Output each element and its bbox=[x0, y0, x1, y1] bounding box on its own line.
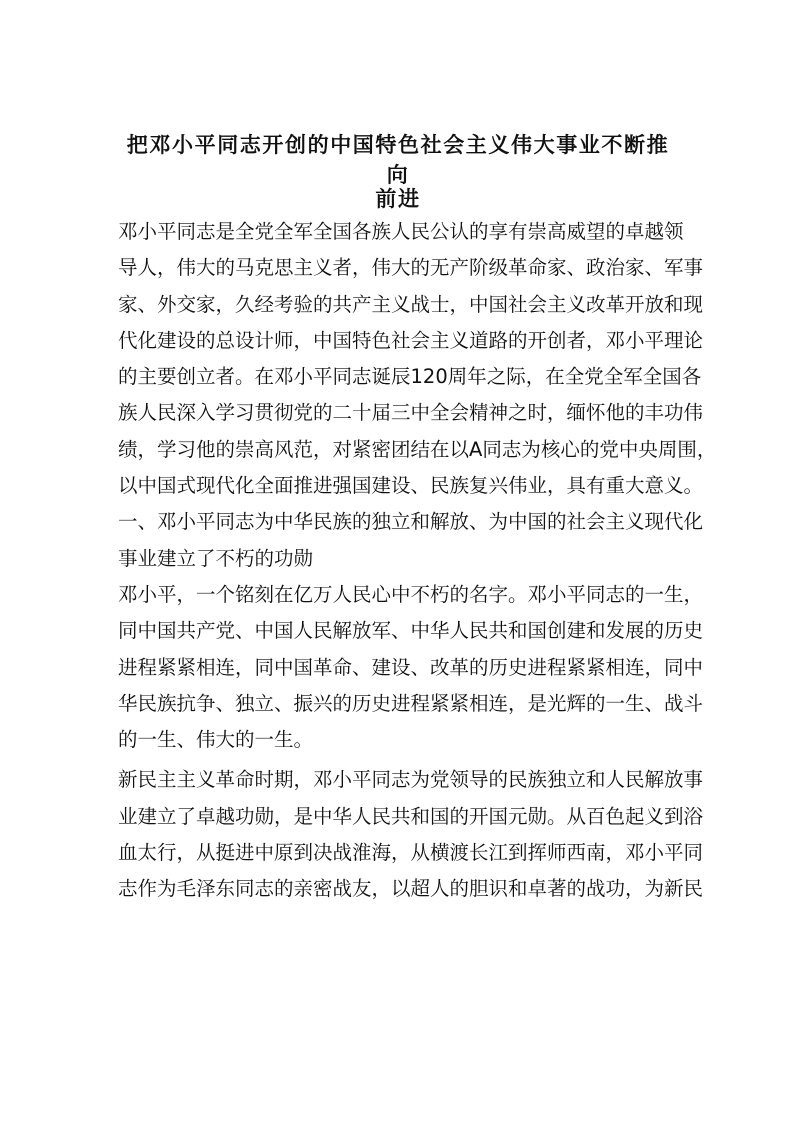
paragraph-line: 同中国共产党、中国人民解放军、中华人民共和国创建和发展的历史 bbox=[118, 619, 704, 643]
document-title-line-2: 前进 bbox=[375, 187, 421, 211]
paragraph-line: 绩，学习他的崇高风范，对紧密团结在以A同志为核心的党中央周围， bbox=[118, 437, 717, 461]
paragraph-line: 邓小平，一个铭刻在亿万人民心中不朽的名字。邓小平同志的一生， bbox=[118, 582, 704, 606]
paragraph-line: 一、邓小平同志为中华民族的独立和解放、为中国的社会主义现代化 bbox=[118, 510, 704, 534]
paragraph-line: 的主要创立者。在邓小平同志诞辰120周年之际，在全党全军全国各 bbox=[118, 365, 702, 389]
paragraph-line: 邓小平同志是全党全军全国各族人民公认的享有崇高威望的卓越领 bbox=[118, 220, 684, 243]
document-title-line-1: 把邓小平同志开创的中国特色社会主义伟大事业不断推向 bbox=[126, 133, 670, 187]
document-body bbox=[118, 218, 717, 912]
paragraph-line: 事业建立了不朽的功勋 bbox=[118, 546, 314, 570]
paragraph-line: 新民主主义革命时期，邓小平同志为党领导的民族独立和人民解放事 bbox=[118, 768, 704, 792]
paragraph-line: 家、外交家，久经考验的共产主义战士，中国社会主义改革开放和现 bbox=[118, 292, 704, 316]
paragraph-line: 血太行，从挺进中原到决战淮海，从横渡长江到挥师西南，邓小平同 bbox=[118, 841, 704, 865]
paragraph-line: 以中国式现代化全面推进强国建设、民族复兴伟业，具有重大意义。 bbox=[118, 474, 704, 498]
paragraph-line: 志作为毛泽东同志的亲密战友，以超人的胆识和卓著的战功，为新民 bbox=[118, 877, 704, 901]
paragraph-line: 进程紧紧相连，同中国革命、建设、改革的历史进程紧紧相连，同中 bbox=[118, 655, 704, 679]
paragraph-line: 导人，伟大的马克思主义者，伟大的无产阶级革命家、政治家、军事 bbox=[118, 256, 704, 280]
paragraph-line: 业建立了卓越功勋，是中华人民共和国的开国元勋。从百色起义到浴 bbox=[118, 804, 704, 828]
paragraph bbox=[118, 766, 704, 911]
paragraph bbox=[118, 508, 704, 581]
paragraph-line: 的一生、伟大的一生。 bbox=[118, 728, 314, 752]
paragraph bbox=[118, 581, 704, 762]
paragraph-line: 族人民深入学习贯彻党的二十届三中全会精神之时，缅怀他的丰功伟 bbox=[118, 401, 704, 425]
paragraph bbox=[118, 218, 717, 508]
paragraph-line: 代化建设的总设计师，中国特色社会主义道路的开创者，邓小平理论 bbox=[118, 328, 704, 352]
paragraph-line: 华民族抗争、独立、振兴的历史进程紧紧相连，是光辉的一生、战斗 bbox=[118, 691, 704, 715]
